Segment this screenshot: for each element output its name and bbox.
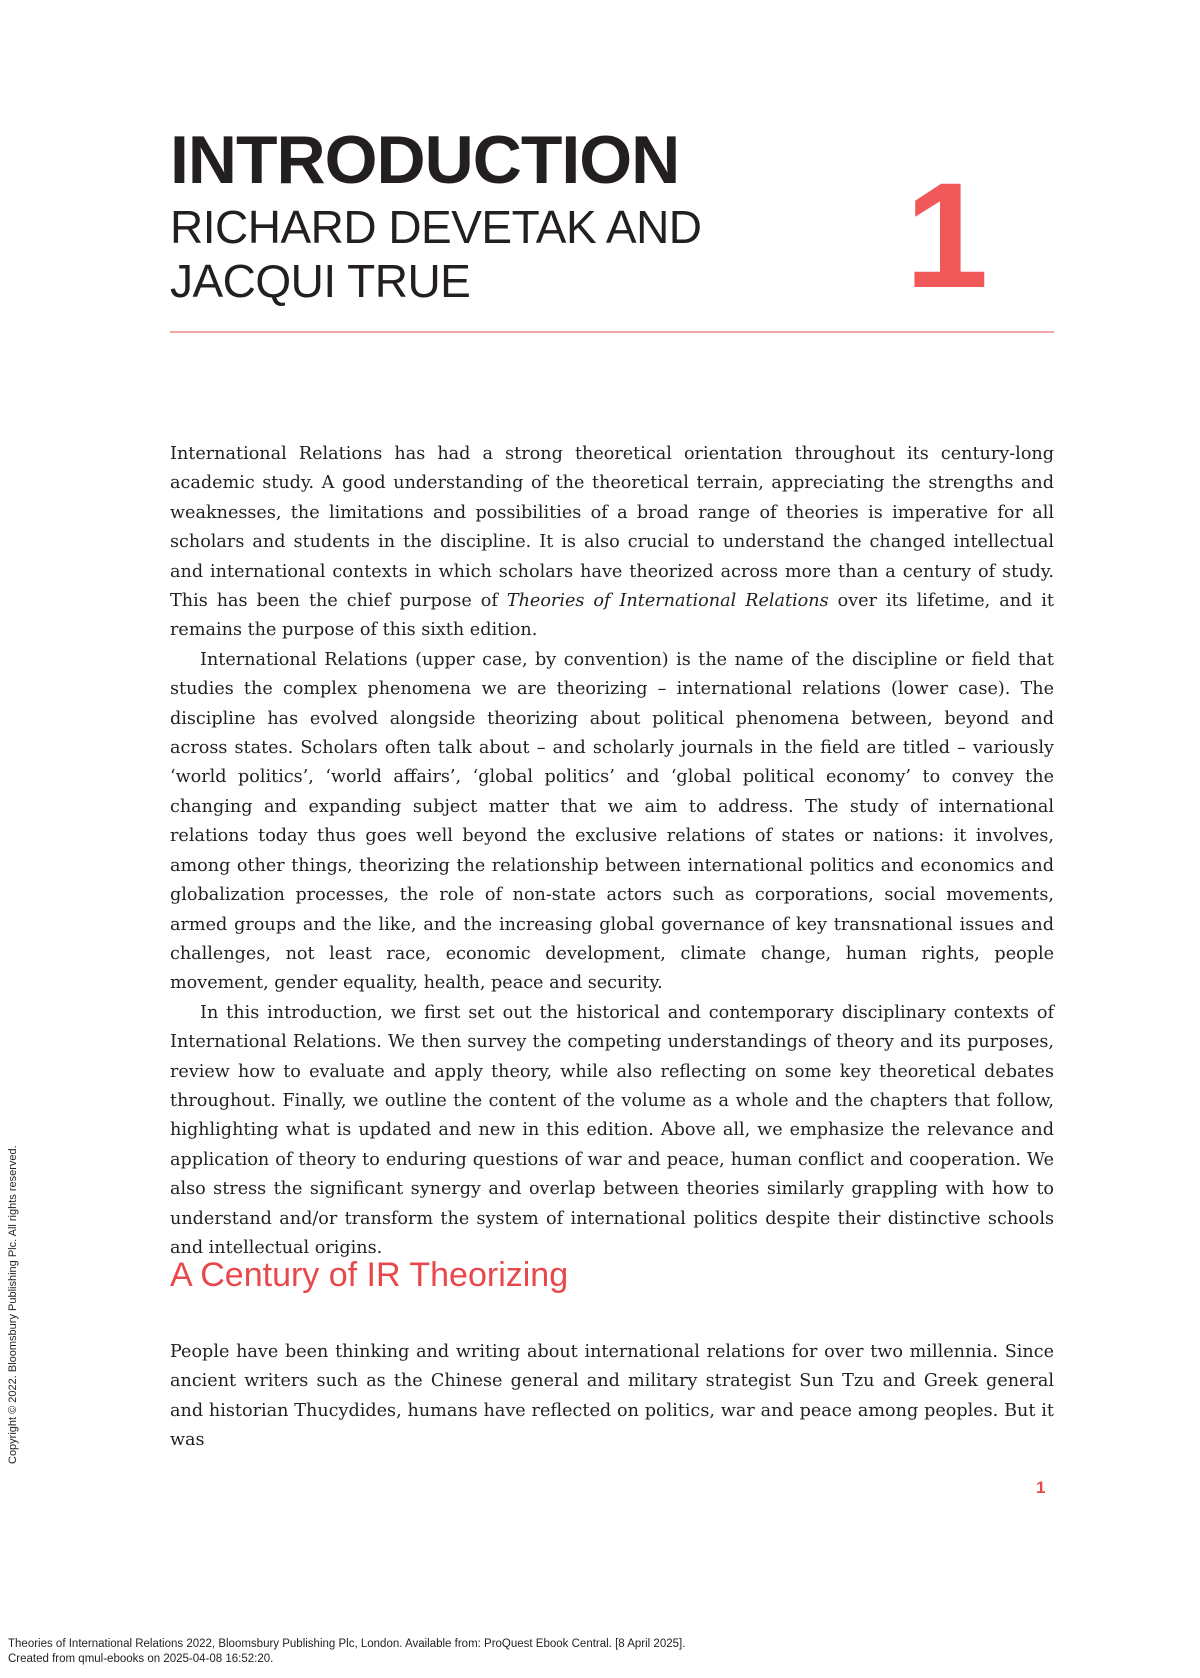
intro-paragraph-1 [170, 440, 1054, 646]
footer-line-2: Created from qmul-ebooks on 2025-04-08 16:52:20. [8, 1653, 274, 1665]
footer-source-citation [8, 1637, 685, 1667]
chapter-divider [170, 331, 1054, 333]
intro-paragraph-1-text-start: International Relations has had a strong theoretical orientation throughout its century-long academic study. A good understanding of the theoretical terrain, appreciating the strengths and weaknesses, the limitations and possibilities of a broad range of theories is imperative for all scholars and students in the discipline. It is also crucial to understand the changed intellectual and international contexts in which scholars have theorized across more than a century of study. This has been the chief purpose of [170, 444, 1054, 612]
intro-paragraph-1-text-end: over its lifetime, and it remains the purpose of this sixth edition. [170, 591, 1054, 641]
section-body [170, 1338, 1054, 1456]
footer-line-1: Theories of International Relations 2022, Bloomsbury Publishing Plc, London. Available from: ProQuest Ebook Central. [8 April 2025]. [8, 1638, 686, 1650]
book-title-italic: Theories of International Relations [506, 591, 829, 612]
intro-paragraph-3: In this introduction, we first set out the historical and contemporary disciplinary contexts of International Relations. We then survey the competing understandings of theory and its purposes, review how to evaluate and apply theory, while also reflecting on some key theoretical debates throughout. Finally, we outline the content of the volume as a whole and the chapters that follow, highlighting what is updated and new in this edition. Above all, we emphasize the relevance and application of theory to enduring questions of war and peace, human conflict and cooperation. We also stress the significant synergy and overlap between theories similarly grappling with how to understand and/or transform the system of international politics despite their distinctive schools and intellectual origins. [170, 1002, 1054, 1258]
side-copyright-notice: Copyright © 2022. Bloomsbury Publishing Plc. All rights reserved. [7, 1145, 19, 1464]
chapter-title: INTRODUCTION [170, 122, 680, 198]
page-number: 1 [1036, 1478, 1046, 1497]
chapter-authors: RICHARD DEVETAK AND JACQUI TRUE [170, 201, 702, 307]
section-heading: A Century of IR Theorizing [170, 1256, 569, 1294]
intro-paragraph-2: International Relations (upper case, by convention) is the name of the discipline or field that studies the complex phenomena we are theorizing – international relations (lower case). The discipline has evolved alongside theorizing about political phenomena between, beyond and across states. Scholars often talk about – and scholarly journals in the field are titled – variously ‘world politics’, ‘world affairs’, ‘global politics’ and ‘global political economy’ to convey the changing and expanding subject matter that we aim to address. The study of international relations today thus goes well beyond the exclusive relations of states or nations: it involves, among other things, theorizing the relationship between international politics and economics and globalization processes, the role of non-state actors such as corporations, social movements, armed groups and the like, and the increasing global governance of key transnational issues and challenges, not least race, economic development, climate change, human rights, people movement, gender equality, health, peace and security. [170, 649, 1054, 994]
chapter-number: 1 [905, 151, 989, 319]
intro-section [170, 440, 1054, 1263]
section-paragraph-1: People have been thinking and writing about international relations for over two millennia. Since ancient writers such as the Chinese general and military strategist Sun Tzu and Greek general and historian Thucydides, humans have reflected on politics, war and peace among peoples. But it was [170, 1342, 1054, 1451]
